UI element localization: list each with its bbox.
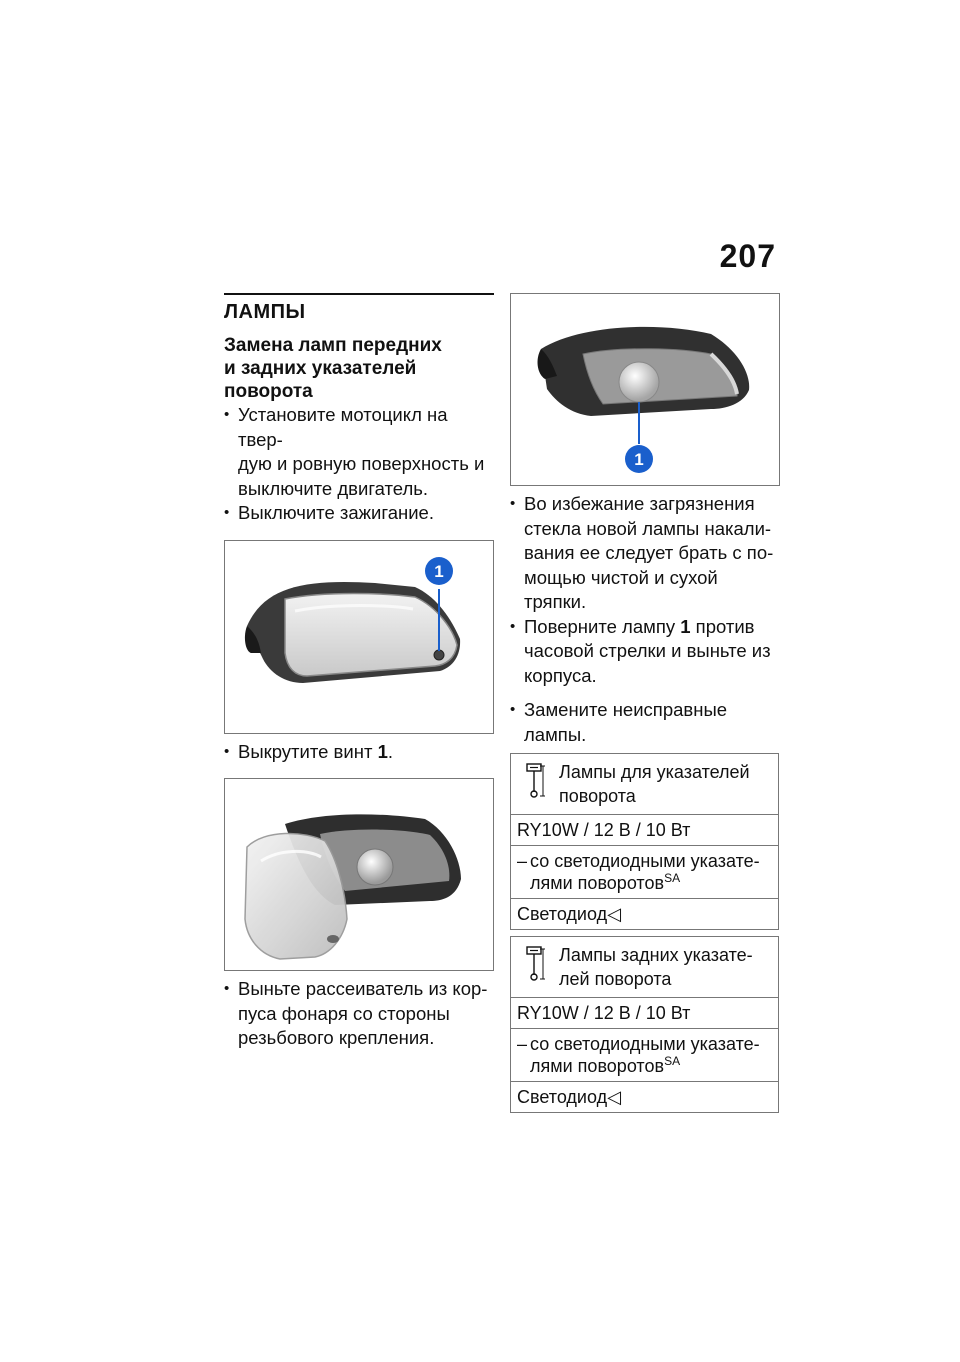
spec-row: Светодиод◁ [517,904,621,924]
spec-header [511,937,778,998]
instruction-bullet: • Выключите зажигание. [224,501,494,526]
lens-removed-illustration [225,779,493,970]
right-column [510,293,780,1113]
turn-signal-illustration [225,541,493,733]
callout-label: 1 [434,561,444,581]
bulb-spec-icon [511,943,559,991]
spec-table-front [510,753,779,930]
instruction-bullet: • Выкрутите винт 1. [224,740,494,765]
page-number: 207 [719,238,776,274]
spec-row: – со светодиодными указате- лями поворотов$^{SA}$ [511,1029,778,1082]
section-title: ЛАМПЫ [224,301,306,323]
spec-title: Лампы для указателей поворота [559,762,750,806]
spec-row: Светодиод◁ [517,1087,621,1107]
spec-header [511,754,778,815]
spec-table-rear [510,936,779,1113]
spec-row: RY10W / 12 В / 10 Вт [511,998,778,1029]
figure-screw [224,540,494,734]
spec-row: RY10W / 12 В / 10 Вт [511,815,778,846]
bulb-illustration [511,294,779,485]
section-rule [224,293,494,295]
spec-row: – со светодиодными указате- лями поворотов$^{SA}$ [511,846,778,899]
bulb-spec-icon [511,760,559,808]
instruction-bullet: • Во избежание загрязнения стекла новой лампы накали- вания ее следует брать с по- мощью чистой и сухой тряпки. [510,492,780,615]
instruction-bullet: • Выньте рассеиватель из кор- пуса фонаря со стороны резьбового крепления. [224,977,494,1051]
instruction-bullet: • Установите мотоцикл на твер- дую и ровную поверхность и выключите двигатель. [224,403,494,501]
left-column [224,293,494,1051]
sub-title: Замена ламп передних и задних указателей поворота [224,335,442,402]
figure-bulb [510,293,780,486]
figure-lens-removed [224,778,494,971]
spec-title: Лампы задних указате- лей поворота [559,945,753,989]
instruction-bullet: • Замените неисправные лампы. [510,698,780,747]
instruction-bullet: • Поверните лампу 1 против часовой стрелки и выньте из корпуса. [510,615,780,689]
callout-label: 1 [634,450,644,469]
